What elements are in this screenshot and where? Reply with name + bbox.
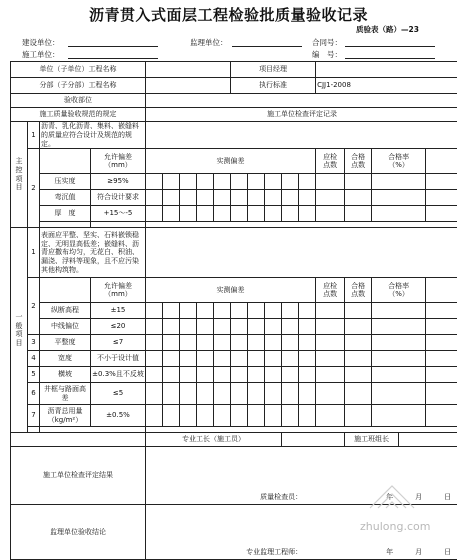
supervisor-conclusion-label: 监理单位验收结论 (11, 505, 146, 560)
general-pass-rate-header: 合格率 （%） (372, 278, 426, 303)
asphalt-usage-name: 沥青总用量（kg/m²） (40, 405, 91, 427)
asphalt-usage-value: ±0.5% (91, 405, 146, 427)
contractor-record-header: 施工单位检查评定记录 (146, 108, 457, 122)
measured-header: 实测偏差 (146, 149, 316, 174)
centerline-value: ≤20 (91, 319, 146, 335)
manhole-value: ≤5 (91, 383, 146, 405)
compaction-name: 压实度 (40, 174, 91, 190)
flatness-name: 平整度 (40, 335, 91, 351)
contract-no-line (345, 46, 435, 47)
general-measured-header: 实测偏差 (146, 278, 316, 303)
general-label: 一 般 项 目 (11, 228, 28, 433)
elevation-name: 纵断高程 (40, 303, 91, 319)
width-name: 宽度 (40, 351, 91, 367)
cross-slope-value: ±0.3%且不反坡 (91, 367, 146, 383)
day-label-2: 日 (444, 547, 452, 556)
general-item-1-record[interactable] (146, 228, 457, 278)
inspection-part-label: 验收部位 (11, 94, 146, 108)
sub-project-value[interactable] (146, 78, 231, 94)
month-label: 月 (415, 492, 423, 501)
manhole-name: 井框与路面高差 (40, 383, 91, 405)
foreman-label: 专业工长（施工员） (146, 433, 282, 447)
number-label: 编 号： (312, 50, 342, 59)
watermark-logo-icon (362, 478, 422, 518)
supervision-unit-line (232, 46, 302, 47)
deflection-value: 符合设计要求 (91, 190, 146, 206)
team-leader-label: 施工班组长 (345, 433, 399, 447)
page-title: 沥青贯入式面层工程检验批质量验收记录 (88, 6, 368, 24)
spec-header: 施工质量验收规范的规定 (11, 108, 146, 122)
general-item-3-no: 3 (28, 335, 40, 351)
form-code: 质验表（路）—23 (356, 25, 419, 34)
compaction-value: ≥95% (91, 174, 146, 190)
main-item-1-text: 沥青、乳化沥青、集料、嵌缝料的质量应符合设计及规范的规定。 (40, 122, 146, 149)
month-label-2: 月 (415, 547, 423, 556)
main-item-1-no: 1 (28, 122, 40, 149)
construction-unit-label: 建设单位： (22, 38, 60, 47)
cross-slope-name: 横坡 (40, 367, 91, 383)
check-points-header: 应检 点数 (316, 149, 345, 174)
day-label: 日 (444, 492, 452, 501)
general-item-1-text: 表面应平整、坚实、石料嵌锁稳定、无明显高低差；嵌缝料、沥青应撒布均匀，无花白、积油、漏浇、浮料等现象，且不应污染其他构筑物。 (40, 228, 146, 278)
inspector-label: 质量检查员： (260, 492, 303, 501)
general-allowance-header: 允许偏差（mm） (91, 278, 146, 303)
general-check-points-header: 应检 点数 (316, 278, 345, 303)
construction-unit-line (68, 46, 158, 47)
inspection-part-value[interactable] (146, 94, 457, 108)
sub-project-label: 分部（子分部）工程名称 (11, 78, 146, 94)
general-pass-points-header: 合格 点数 (345, 278, 372, 303)
project-manager-value[interactable] (316, 62, 457, 78)
engineer-label: 专业监理工程师： (246, 547, 303, 556)
foreman-value[interactable] (282, 433, 345, 447)
contractor-label: 施工单位： (22, 50, 60, 59)
width-value: 不小于设计值 (91, 351, 146, 367)
general-item-1-no: 1 (28, 228, 40, 278)
deflection-name: 弯沉值 (40, 190, 91, 206)
foreman-spacer (11, 433, 146, 447)
main-control-label: 主 控 项 目 (11, 122, 28, 228)
general-item-4-no: 4 (28, 351, 40, 367)
contractor-result-label: 施工单位检查评定结果 (11, 447, 146, 505)
contractor-line (68, 58, 158, 59)
general-item-5-no: 5 (28, 367, 40, 383)
thickness-value: +15～-5 (91, 206, 146, 222)
standard-label: 执行标准 (231, 78, 316, 94)
general-item-6-no: 6 (28, 383, 40, 405)
number-line (345, 58, 435, 59)
pass-points-header: 合格 点数 (345, 149, 372, 174)
pass-rate-header: 合格率 （%） (372, 149, 426, 174)
project-manager-label: 项目经理 (231, 62, 316, 78)
year-label-2: 年 (386, 547, 394, 556)
elevation-value: ±15 (91, 303, 146, 319)
main-item-2-no: 2 (28, 149, 40, 228)
allowance-header: 允许偏差（mm） (91, 149, 146, 174)
general-item-7-no: 7 (28, 405, 40, 427)
centerline-name: 中线偏位 (40, 319, 91, 335)
general-item-2-no: 2 (28, 278, 40, 335)
contract-no-label: 合同号： (312, 38, 342, 47)
main-item-1-record[interactable] (146, 122, 457, 149)
thickness-name: 厚 度 (40, 206, 91, 222)
flatness-value: ≤7 (91, 335, 146, 351)
standard-value: CJJ1-2008 (316, 78, 457, 94)
team-leader-value[interactable] (399, 433, 457, 447)
watermark-text: zhulong.com (360, 520, 431, 533)
unit-project-label: 单位（子单位）工程名称 (11, 62, 146, 78)
supervision-unit-label: 监理单位： (190, 38, 228, 47)
unit-project-value[interactable] (146, 62, 231, 78)
year-label: 年 (386, 492, 394, 501)
